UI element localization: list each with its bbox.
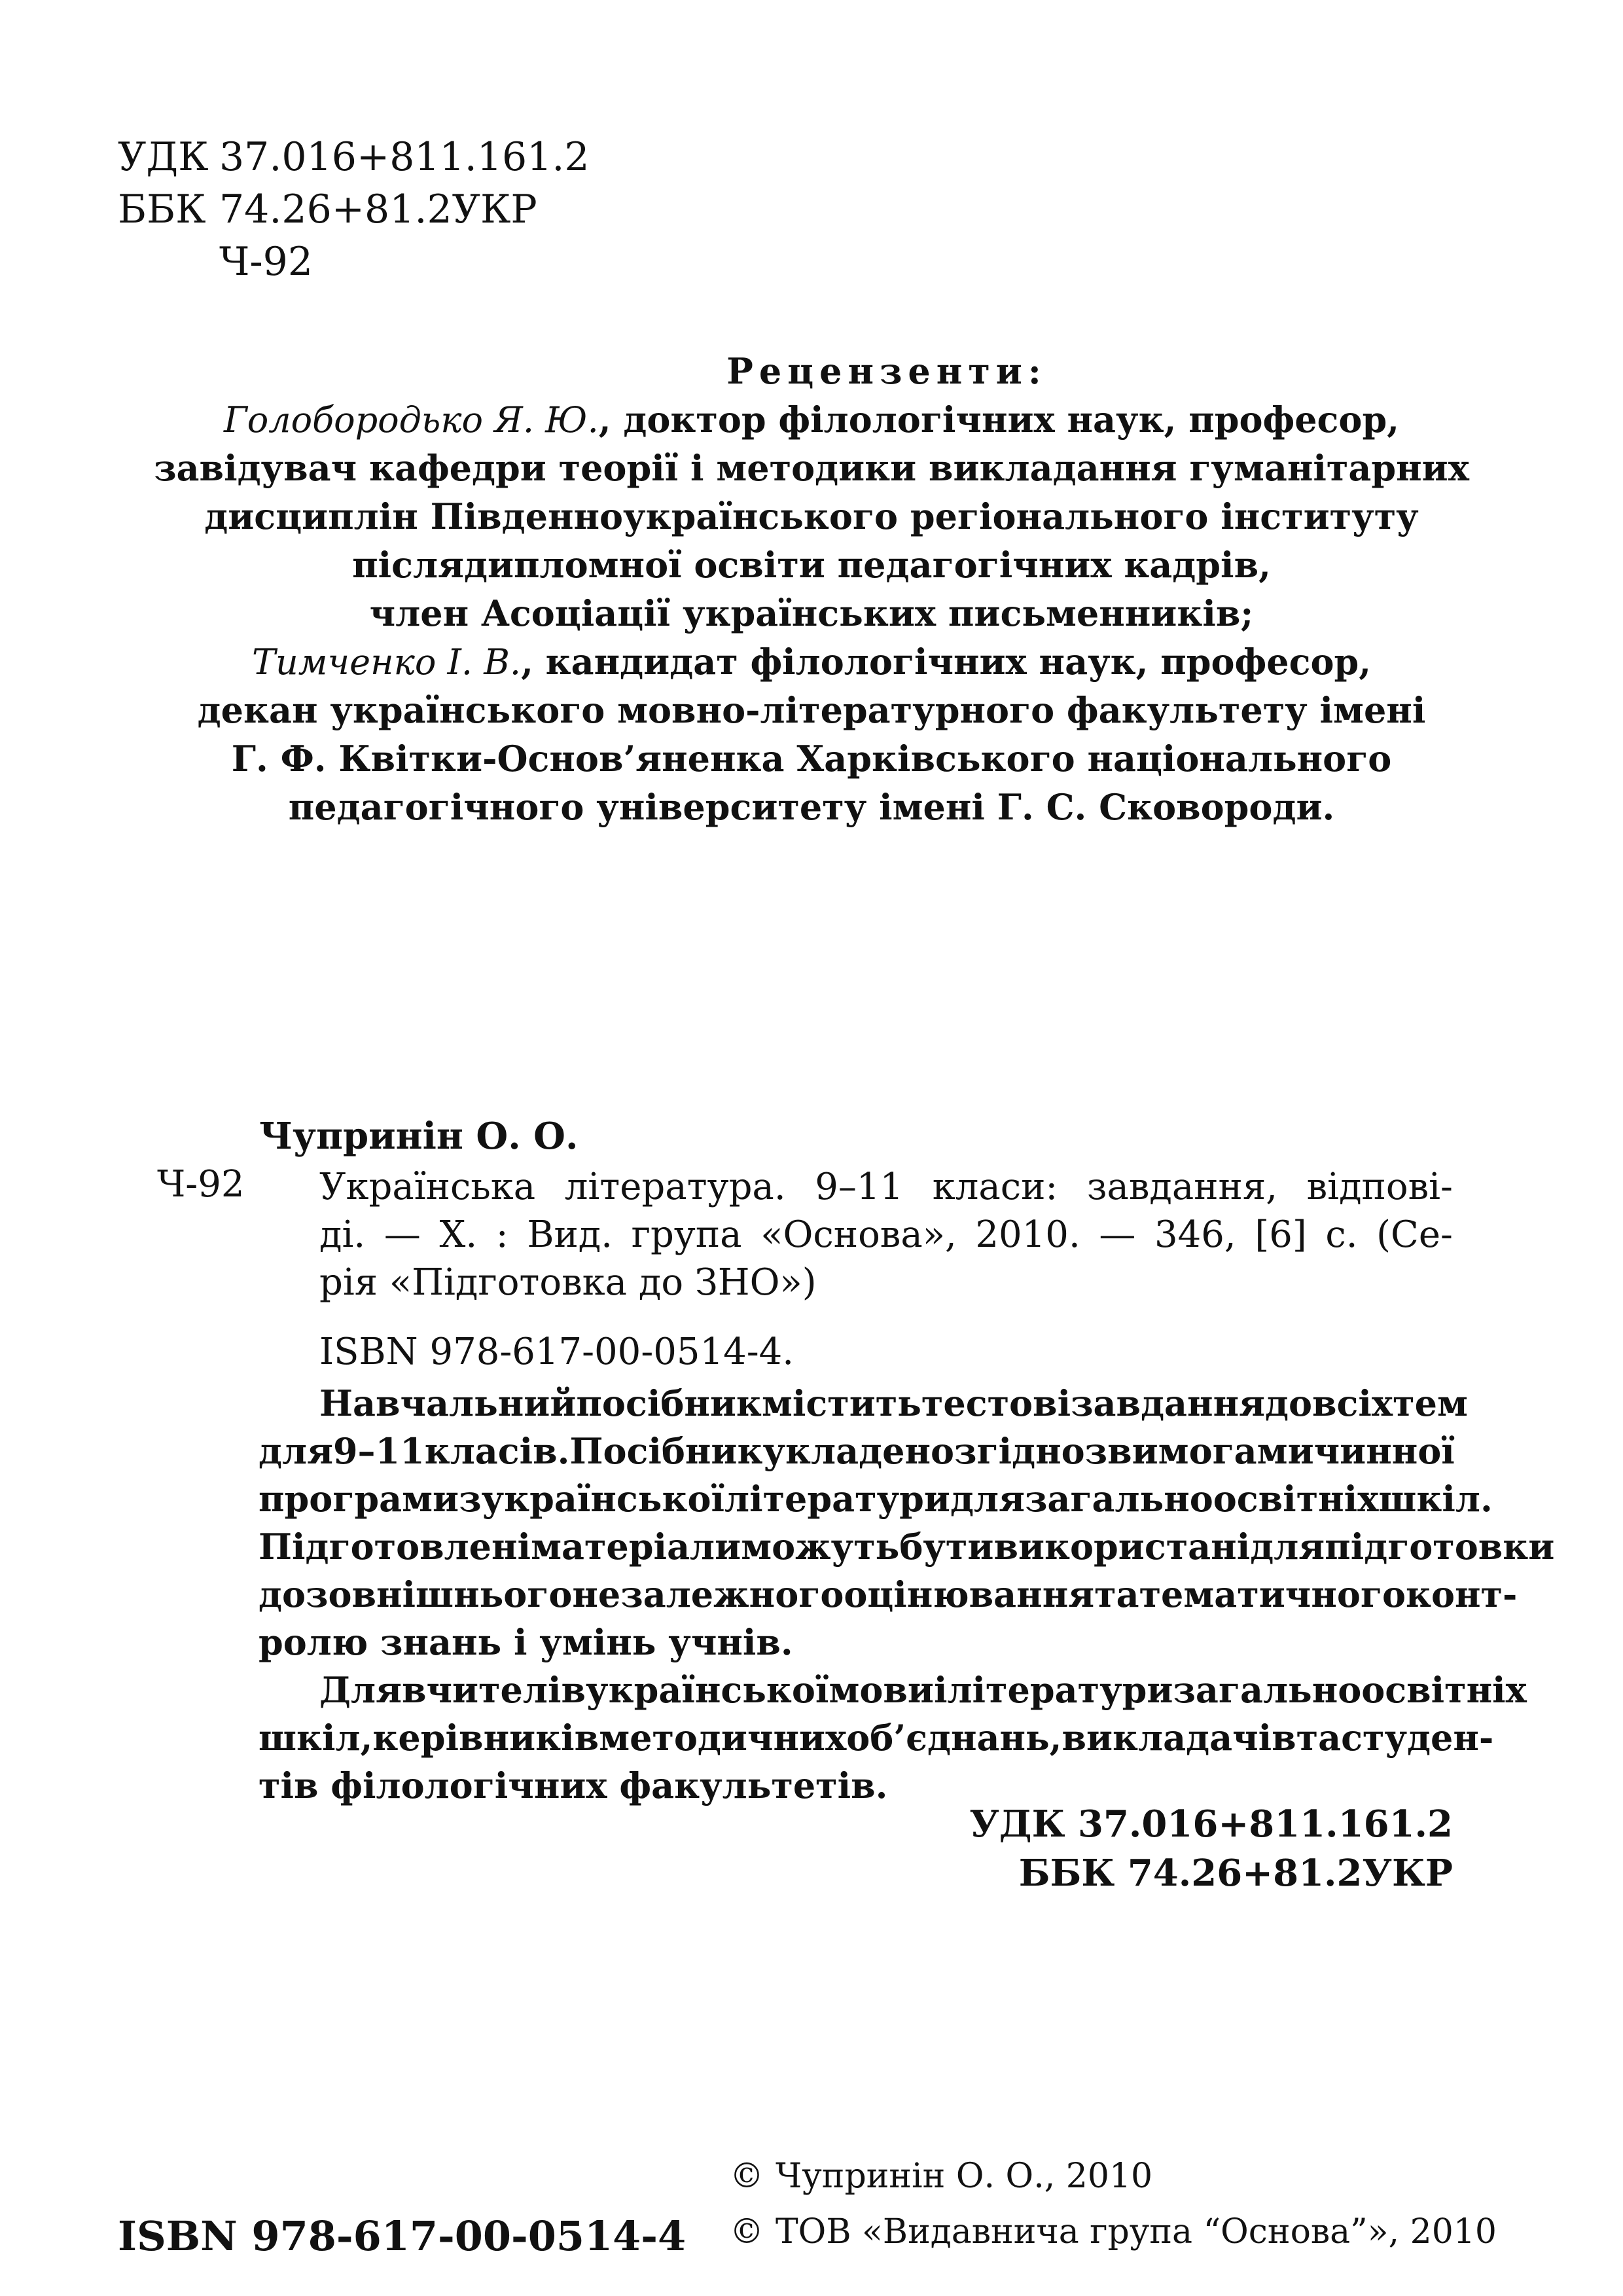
udk-row: [118, 131, 590, 183]
word: посібник: [576, 1382, 762, 1424]
word: Х.: [439, 1213, 478, 1256]
word: з: [1084, 1430, 1108, 1472]
word: програми: [259, 1478, 459, 1520]
word: група: [631, 1213, 742, 1256]
udk-label: УДК: [118, 134, 209, 180]
word: чинної: [1313, 1430, 1455, 1472]
reviewer2-line4: педагогічного університету імені Г. С. Сковороди.: [288, 786, 1335, 828]
copyright-line-2: © ТОВ «Видавнича група “Основа”», 2010: [730, 2209, 1497, 2255]
word: тем: [1393, 1382, 1468, 1424]
word: літератури: [947, 1669, 1173, 1711]
catalog-description: [319, 1163, 1453, 1306]
word: конт-: [1405, 1573, 1518, 1615]
word: вимогами: [1107, 1430, 1314, 1472]
word: для: [1250, 1526, 1325, 1568]
word: об’єднань,: [846, 1717, 1062, 1759]
word: української: [586, 1669, 829, 1711]
author-mark-row: [118, 236, 590, 288]
copyright-line-1: © Чупринін О. О., 2010: [730, 2153, 1152, 2199]
word: Для: [319, 1669, 402, 1711]
word: література.: [564, 1166, 786, 1208]
word: 346,: [1154, 1213, 1236, 1256]
description-line-2: [319, 1211, 1453, 1259]
word: літератури: [724, 1478, 950, 1520]
word: класів.: [424, 1430, 570, 1472]
word: Вид.: [527, 1213, 613, 1256]
word: для: [259, 1430, 333, 1472]
word: вчителів: [401, 1669, 586, 1711]
classification-block: [118, 131, 590, 288]
bbk-label: ББК: [118, 187, 206, 232]
word: оцінювання: [844, 1573, 1095, 1615]
word: та: [1094, 1573, 1139, 1615]
annotation-line: [259, 1427, 1453, 1475]
annotation: [259, 1380, 1555, 1810]
description-line-3: рія «Підготовка до ЗНО»): [319, 1261, 817, 1304]
word: керівників: [372, 1717, 599, 1759]
annotation-line: [259, 1475, 1493, 1523]
reviewer2-name: Тимченко І. В.: [251, 641, 522, 683]
word: ді.: [319, 1213, 366, 1256]
word: бути: [899, 1526, 994, 1568]
annotation-line: [259, 1714, 1494, 1762]
reviewer1-line3: дисциплін Південноукраїнського регіонального інституту: [204, 495, 1419, 537]
udk-value: 37.016+811.161.2: [219, 134, 590, 180]
word: використані: [993, 1526, 1251, 1568]
word: «Основа»,: [760, 1213, 957, 1256]
word: згідно: [954, 1430, 1085, 1472]
word: —: [383, 1213, 421, 1256]
reviewer2-line3: Г. Ф. Квітки-Основ’яненка Харківського національного: [231, 738, 1392, 780]
word: [6]: [1255, 1213, 1307, 1256]
word: відпові-: [1306, 1166, 1453, 1208]
reviewers-block: [0, 347, 1623, 831]
word: викладачів: [1061, 1717, 1296, 1759]
word: 9–11: [332, 1430, 425, 1472]
word: тестові: [921, 1382, 1071, 1424]
word: завдання: [1071, 1382, 1265, 1424]
word: класи:: [932, 1166, 1058, 1208]
word: Підготовлені: [259, 1526, 531, 1568]
catalog-codes: [969, 1800, 1453, 1898]
bbk-value: 74.26+81.2УКР: [219, 187, 537, 232]
catalog-udk: УДК 37.016+811.161.2: [969, 1803, 1453, 1846]
word: для: [950, 1478, 1025, 1520]
annotation-line: тів філологічних факультетів.: [259, 1765, 888, 1806]
annotation-line: ролю знань і умінь учнів.: [259, 1621, 793, 1663]
reviewer1-name: Голобородько Я. Ю.: [223, 399, 599, 440]
catalog-author: Чупринін О. О.: [259, 1115, 579, 1158]
reviewer2-line2: декан українського мовно-літературного факультету імені: [197, 689, 1426, 731]
catalog-code: Ч-92: [157, 1163, 245, 1206]
word: містить: [761, 1382, 921, 1424]
copyright-symbol: ©: [730, 2157, 764, 2196]
description-line-1: [319, 1163, 1453, 1211]
word: шкіл.: [1378, 1478, 1493, 1520]
word: підготовки: [1325, 1526, 1555, 1568]
reviewer2-line1: Тимченко І. В., кандидат філологічних наук, професор,: [251, 641, 1372, 683]
author-mark: Ч-92: [219, 239, 313, 285]
word: з: [459, 1478, 482, 1520]
word: загальноосвітніх: [1173, 1669, 1527, 1711]
reviewers-heading: Рецензенти:: [726, 350, 1047, 392]
catalog-isbn: ISBN 978-617-00-0514-4.: [319, 1331, 794, 1373]
word: мови: [829, 1669, 934, 1711]
word: Посібник: [569, 1430, 763, 1472]
annotation-line: [259, 1523, 1555, 1571]
word: незалежного: [572, 1573, 844, 1615]
word: методичних: [599, 1717, 847, 1759]
catalog-bbk: ББК 74.26+81.2УКР: [1018, 1852, 1453, 1895]
word: :: [495, 1213, 508, 1256]
reviewer1-line2: завідувач кафедри теорії і методики викладання гуманітарних: [154, 447, 1469, 489]
word: матеріали: [531, 1526, 741, 1568]
word: шкіл,: [259, 1717, 373, 1759]
word: зовнішнього: [306, 1573, 573, 1615]
word: (Се-: [1376, 1213, 1453, 1256]
word: і: [933, 1669, 948, 1711]
reviewer1-line4: післядипломної освіти педагогічних кадрів,: [352, 544, 1271, 586]
annotation-line: [259, 1380, 1468, 1427]
word: 9–11: [815, 1166, 904, 1208]
word: студен-: [1341, 1717, 1494, 1759]
reviewer1-line1: Голобородько Я. Ю., доктор філологічних наук, професор,: [223, 399, 1400, 440]
bbk-row: [118, 183, 590, 236]
word: та: [1296, 1717, 1342, 1759]
annotation-line: [259, 1666, 1527, 1714]
word: укладено: [762, 1430, 955, 1472]
word: с.: [1325, 1213, 1358, 1256]
reviewer1-line5: член Асоціації українських письменників;: [369, 592, 1254, 634]
annotation-line: [259, 1571, 1518, 1619]
word: 2010.: [975, 1213, 1080, 1256]
word: завдання,: [1086, 1166, 1278, 1208]
word: Навчальний: [319, 1382, 577, 1424]
footer-isbn: ISBN 978-617-00-0514-4: [118, 2212, 687, 2260]
word: можуть: [741, 1526, 900, 1568]
word: всіх: [1312, 1382, 1393, 1424]
word: української: [481, 1478, 724, 1520]
word: загальноосвітніх: [1024, 1478, 1379, 1520]
copyright-symbol: ©: [730, 2212, 764, 2251]
word: до: [1265, 1382, 1313, 1424]
word: до: [259, 1573, 306, 1615]
word: тематичного: [1139, 1573, 1406, 1615]
word: —: [1099, 1213, 1136, 1256]
word: Українська: [319, 1166, 536, 1208]
